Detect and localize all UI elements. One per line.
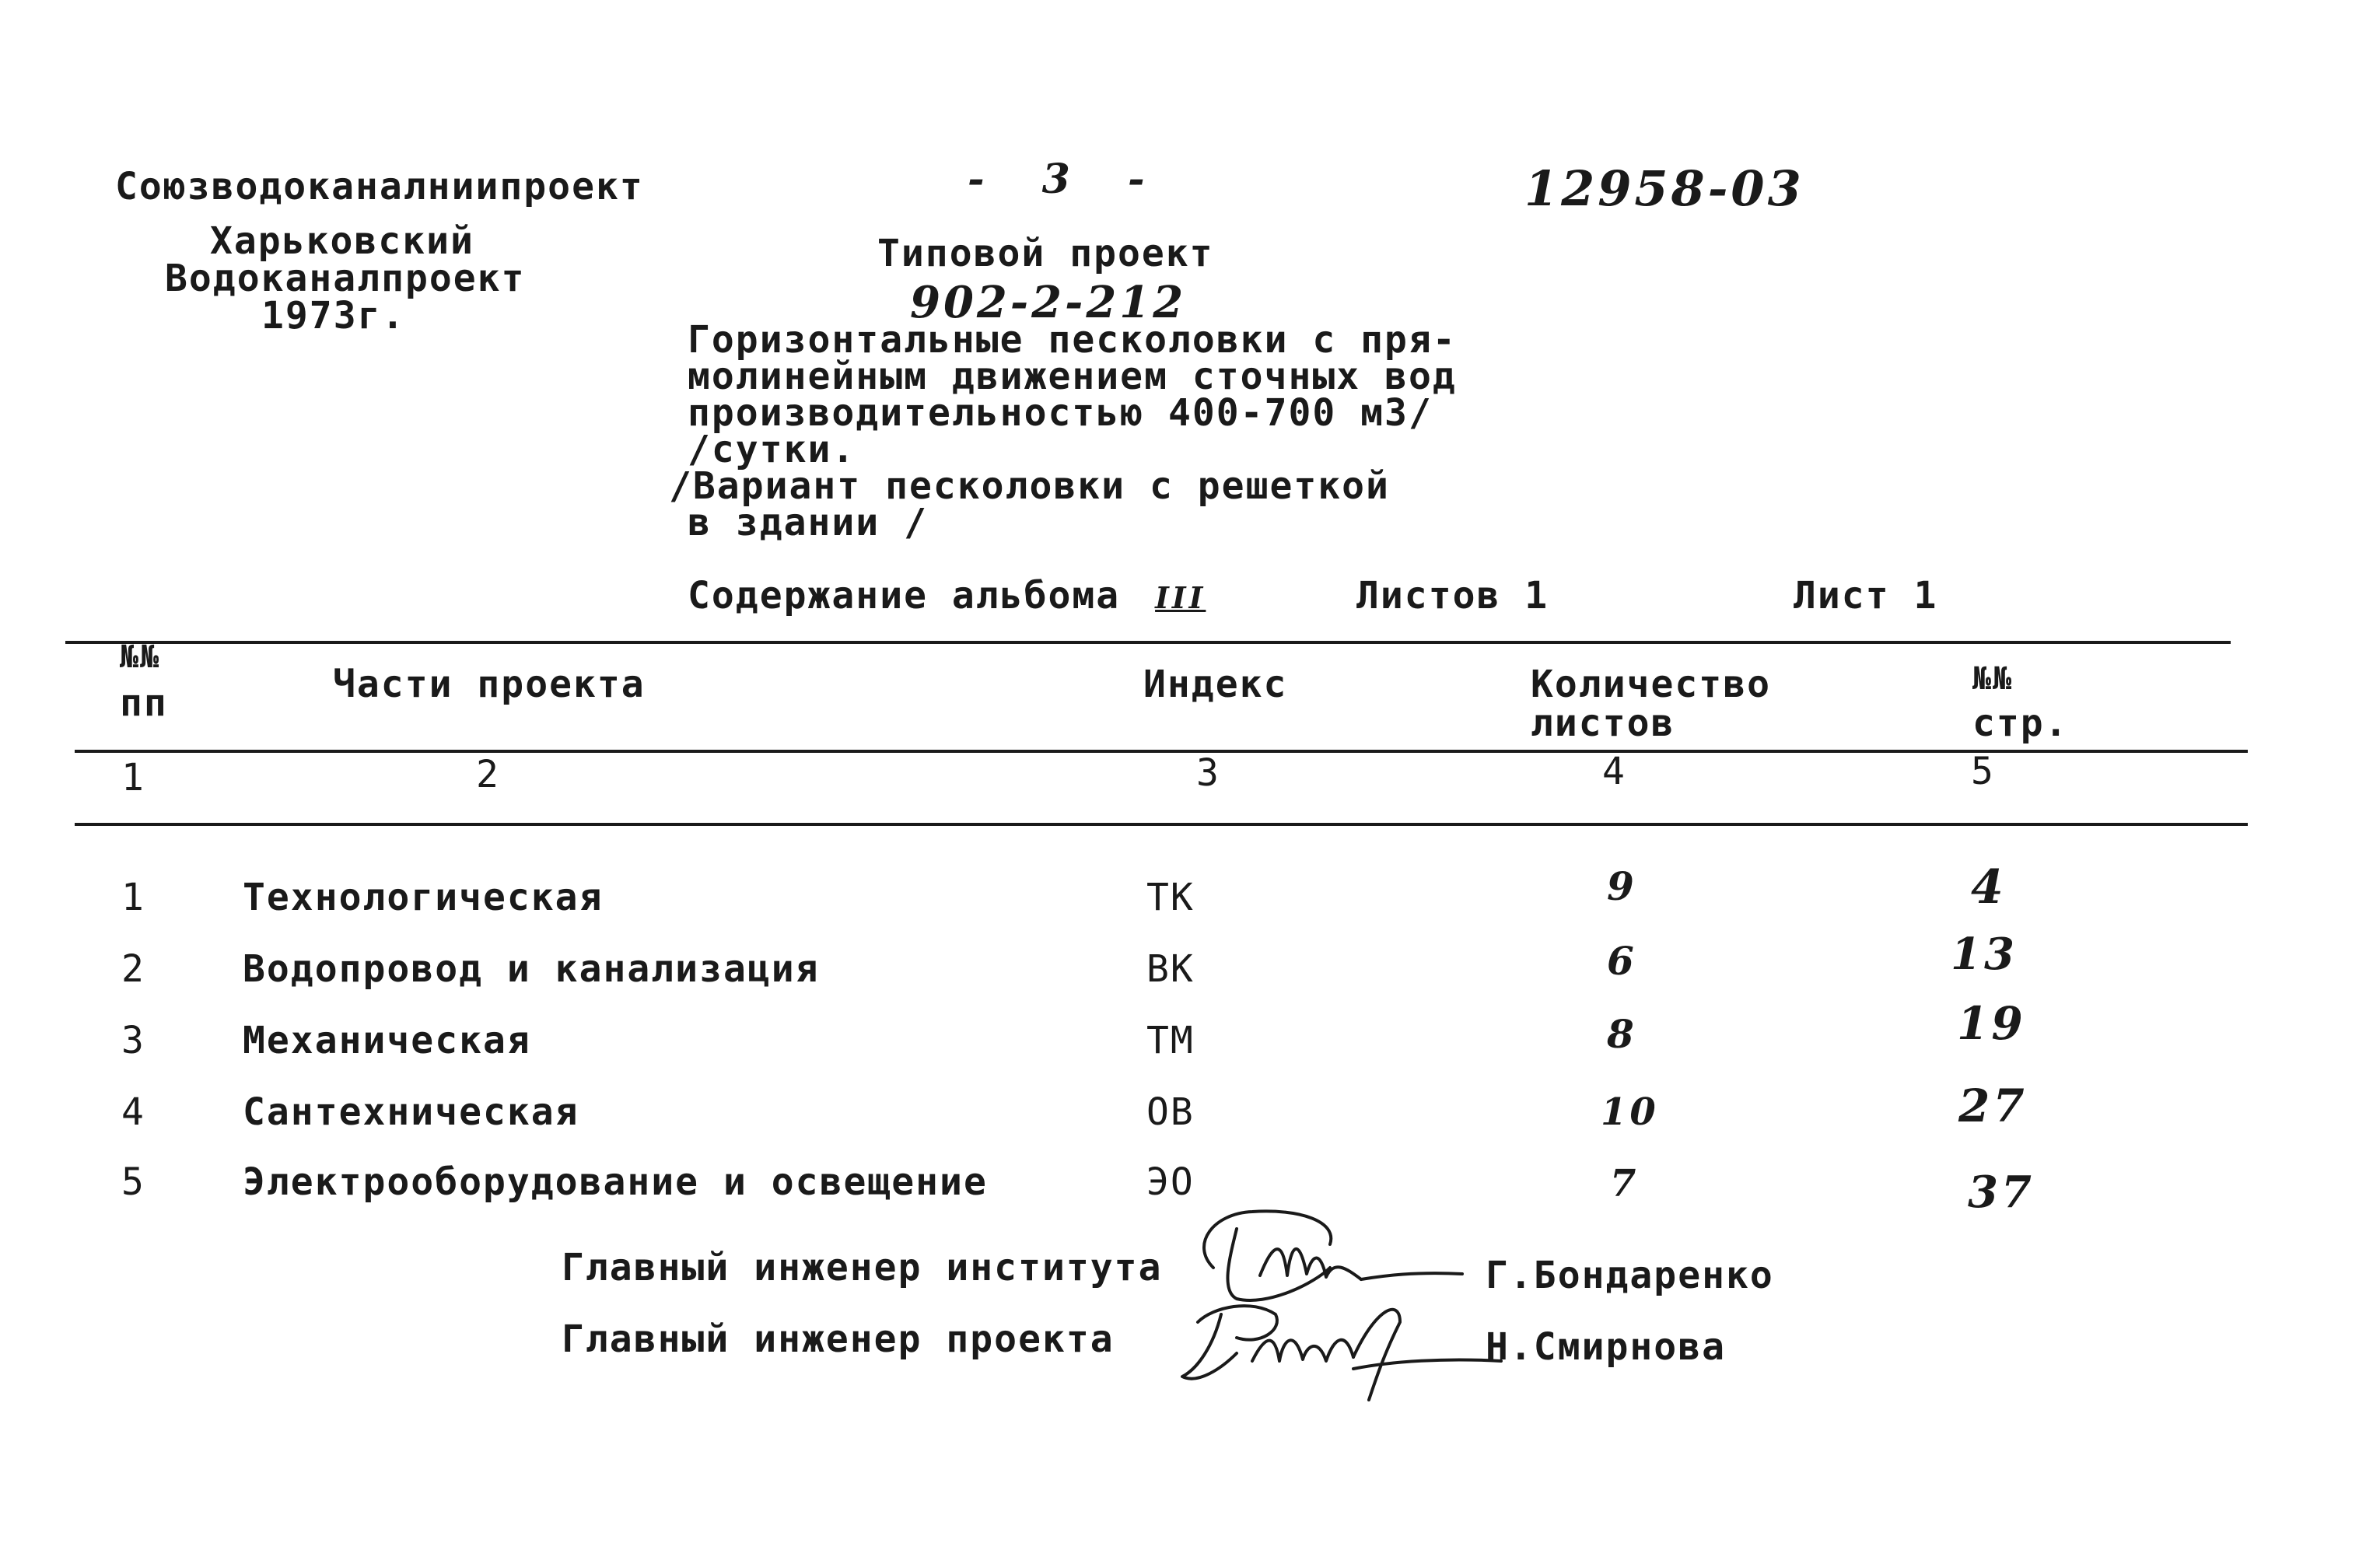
header-page-bottom: стр. bbox=[1972, 702, 2069, 745]
table-columns-rule bbox=[75, 823, 2248, 826]
row-number: 4 bbox=[121, 1090, 145, 1134]
branch-name-line1: Харьковский bbox=[210, 219, 474, 263]
page-number: - 3 - bbox=[968, 156, 1167, 203]
description-line: Горизонтальные песколовки с пря- bbox=[688, 318, 1457, 362]
branch-name-line2: Водоканалпроект bbox=[165, 257, 526, 300]
row-page: 4 bbox=[1971, 860, 2007, 915]
description-line: /Вариант песколовки с решеткой bbox=[669, 464, 1390, 508]
row-number: 2 bbox=[121, 947, 145, 991]
row-part: Электрооборудование и освещение bbox=[243, 1160, 988, 1204]
row-page: 27 bbox=[1958, 1079, 2028, 1132]
header-num-top: №№ bbox=[120, 639, 161, 675]
table-header-rule bbox=[75, 750, 2248, 753]
header-count-top: Количество bbox=[1531, 663, 1771, 706]
signature-name-institute: Г.Бондаренко bbox=[1486, 1254, 1774, 1297]
row-number: 3 bbox=[121, 1019, 145, 1062]
row-part: Технологическая bbox=[243, 876, 604, 919]
row-sheets: 8 bbox=[1607, 1011, 1637, 1057]
signature-role-project: Главный инженер проекта bbox=[562, 1317, 1115, 1361]
column-number: 4 bbox=[1602, 750, 1626, 793]
row-part: Сантехническая bbox=[243, 1090, 579, 1134]
row-index: ТМ bbox=[1146, 1019, 1195, 1062]
row-sheets: 10 bbox=[1601, 1090, 1659, 1134]
row-index: ТК bbox=[1146, 876, 1195, 919]
header-part: Части проекта bbox=[333, 663, 646, 706]
row-index: ВК bbox=[1146, 947, 1195, 991]
row-sheets: 9 bbox=[1607, 863, 1637, 909]
header-index: Индекс bbox=[1143, 663, 1288, 706]
signature-name-project: Н.Смирнова bbox=[1486, 1325, 1726, 1369]
column-number: 3 bbox=[1196, 751, 1220, 795]
description-line: производительностью 400-700 м3/ bbox=[688, 391, 1433, 435]
row-sheets: 7 bbox=[1610, 1162, 1640, 1205]
description-line: /сутки. bbox=[688, 428, 856, 471]
year: 1973г. bbox=[261, 294, 406, 338]
description-line: молинейным движением сточных вод bbox=[688, 355, 1457, 398]
row-sheets: 6 bbox=[1607, 938, 1637, 984]
header-page-top: №№ bbox=[1972, 661, 2014, 697]
organization-name: Союзводоканалниипроект bbox=[115, 165, 644, 208]
row-index: ЭО bbox=[1146, 1160, 1195, 1204]
sheets-total: Листов 1 bbox=[1356, 574, 1549, 618]
album-title-text: Содержание альбома bbox=[688, 574, 1121, 618]
row-number: 5 bbox=[121, 1160, 145, 1204]
row-number: 1 bbox=[121, 876, 145, 919]
handwritten-signature-project bbox=[1167, 1283, 1524, 1408]
project-type-title: Типовой проект bbox=[877, 232, 1214, 275]
row-page: 19 bbox=[1957, 997, 2026, 1050]
description-line: в здании / bbox=[688, 501, 928, 544]
row-page: 13 bbox=[1951, 929, 2018, 980]
document-code: 12958-03 bbox=[1524, 160, 1804, 217]
header-count-bottom: листов bbox=[1531, 702, 1675, 745]
row-part: Водопровод и канализация bbox=[243, 947, 820, 991]
project-description bbox=[669, 318, 1457, 544]
signature-role-institute: Главный инженер института bbox=[562, 1246, 1163, 1289]
album-contents-title bbox=[688, 574, 1206, 618]
project-number: 902-2-212 bbox=[910, 277, 1187, 328]
album-volume: III bbox=[1155, 580, 1206, 615]
table-top-rule bbox=[65, 641, 2231, 644]
column-number: 1 bbox=[121, 756, 145, 799]
row-part: Механическая bbox=[243, 1019, 531, 1062]
row-page: 37 bbox=[1968, 1167, 2035, 1218]
sheet-number: Лист 1 bbox=[1794, 574, 1938, 618]
column-number: 2 bbox=[476, 753, 500, 796]
header-num-bottom: пп bbox=[120, 681, 168, 725]
row-index: ОВ bbox=[1146, 1090, 1195, 1134]
column-number: 5 bbox=[1971, 750, 1995, 793]
